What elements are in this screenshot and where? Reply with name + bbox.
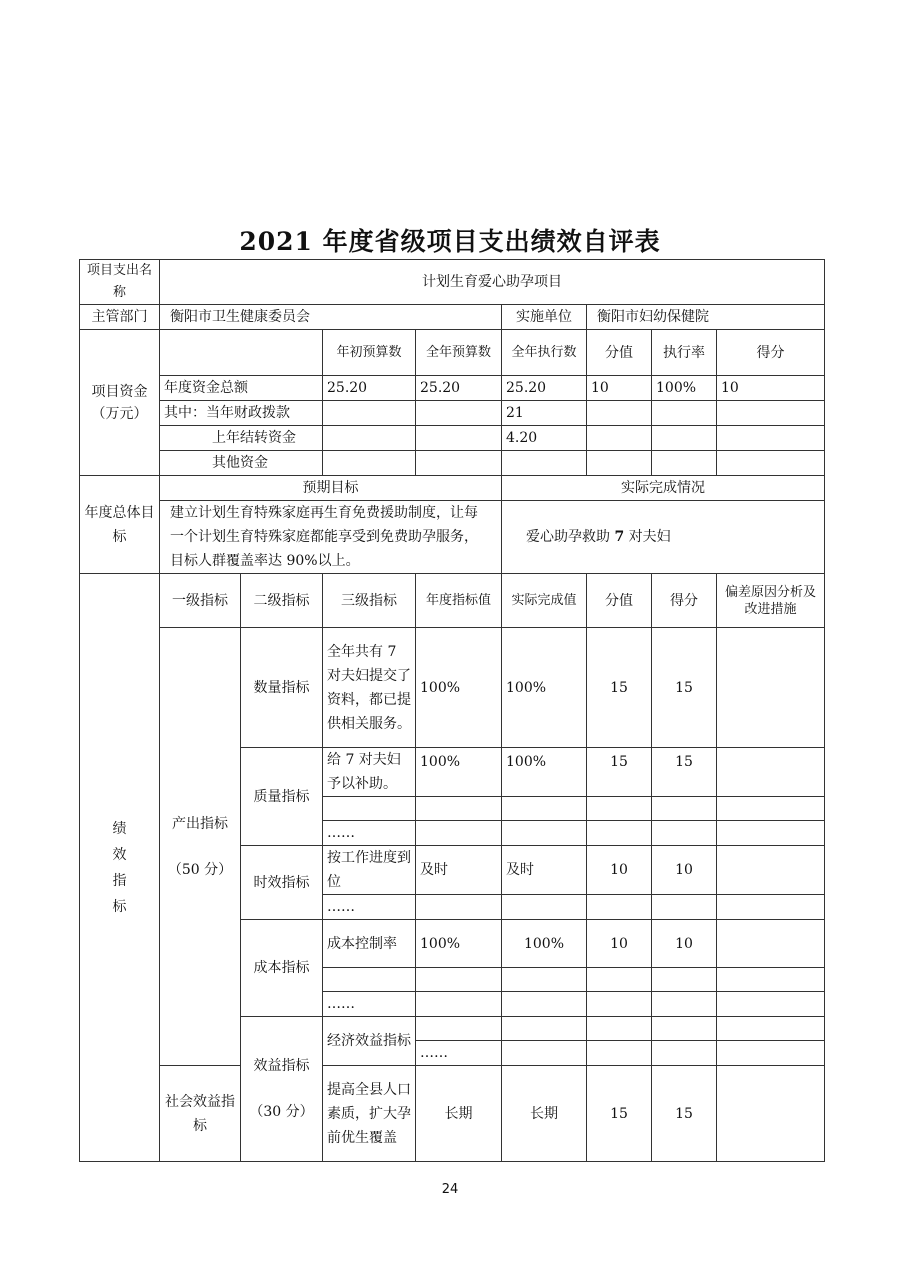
funds-annual: 25.20 [416,376,502,401]
funds-rate [652,401,717,426]
funds-header-initial: 年初预算数 [323,330,416,376]
social-actual: 长期 [502,1066,587,1162]
level2-cost: 成本指标 [241,920,323,1017]
funds-score [717,401,825,426]
level2-social: 社会效益指标 [160,1066,241,1162]
funds-score [717,451,825,476]
social-target: 长期 [416,1066,502,1162]
funds-header-executed: 全年执行数 [502,330,587,376]
actual-goal-header: 实际完成情况 [502,476,825,501]
timeliness-target: 及时 [416,846,502,895]
funds-score-value [587,401,652,426]
funds-row-label: 年度资金总额 [160,376,323,401]
quantity-score: 15 [652,628,717,748]
page-title: 2021 年度省级项目支出绩效自评表 [239,227,661,256]
funds-score: 10 [717,376,825,401]
funds-row-label: 其他资金 [160,451,323,476]
expected-goal-header: 预期目标 [160,476,502,501]
project-name-label: 项目支出名称 [80,260,160,305]
level3-quality: 给 7 对夫妇予以补助。 [323,748,416,797]
funds-rate [652,451,717,476]
page-number: 24 [441,1182,459,1197]
level2-quality: 质量指标 [241,748,323,846]
level2-economic: 经济效益指标 [323,1017,416,1066]
dept-value: 衡阳市卫生健康委员会 [160,305,502,330]
social-deviation [717,1066,825,1162]
funds-header-blank [160,330,323,376]
dept-label: 主管部门 [80,305,160,330]
perf-label: 绩效指标 [80,574,160,1162]
funds-initial [323,451,416,476]
level3-timeliness: 按工作进度到位 [323,846,416,895]
timeliness-deviation [717,846,825,895]
expected-goal-text: 建立计划生育特殊家庭再生育免费援助制度，让每一个计划生育特殊家庭都能享受到免费助孕服务，目标人群覆盖率达 90%以上。 [160,501,502,574]
self-evaluation-table [79,259,825,1162]
level3-social: 提高全县人口素质，扩大孕前优生覆盖 [323,1066,416,1162]
level2-quantity: 数量指标 [241,628,323,748]
economic-ellipsis: …… [416,1041,502,1066]
funds-score-value: 10 [587,376,652,401]
funds-annual [416,451,502,476]
funds-initial: 25.20 [323,376,416,401]
quality-ellipsis: …… [323,821,416,846]
level1-output [160,628,241,1066]
quality-deviation [717,748,825,797]
actual-goal-suffix: 对夫妇 [628,529,671,545]
quantity-target: 100% [416,628,502,748]
funds-score [717,426,825,451]
cost-ellipsis: …… [323,992,416,1017]
funds-header-score-value: 分值 [587,330,652,376]
funds-row-label: 其中：当年财政拨款 [160,401,323,426]
perf-header-target: 年度指标值 [416,574,502,628]
funds-rate [652,426,717,451]
perf-header-score-value: 分值 [587,574,652,628]
impl-unit-label: 实施单位 [502,305,587,330]
cost-actual: 100% [502,920,587,968]
cost-score-value: 10 [587,920,652,968]
cost-target: 100% [416,920,502,968]
funds-executed [502,451,587,476]
quality-score: 15 [652,748,717,797]
social-score-value: 15 [587,1066,652,1162]
perf-header-deviation: 偏差原因分析及改进措施 [717,574,825,628]
cost-score: 10 [652,920,717,968]
funds-row-label: 上年结转资金 [160,426,323,451]
perf-header-actual: 实际完成值 [502,574,587,628]
funds-initial [323,401,416,426]
funds-annual [416,401,502,426]
level1-benefit-label: 效益指标 [253,1058,310,1074]
funds-label: 项目资金（万元） [80,330,160,476]
level2-timeliness: 时效指标 [241,846,323,920]
funds-executed: 4.20 [502,426,587,451]
quantity-deviation [717,628,825,748]
quality-score-value: 15 [587,748,652,797]
funds-initial [323,426,416,451]
timeliness-score-value: 10 [587,846,652,895]
impl-unit-value: 衡阳市妇幼保健院 [587,305,825,330]
funds-header-annual: 全年预算数 [416,330,502,376]
quality-target: 100% [416,748,502,797]
funds-score-value [587,426,652,451]
funds-header-score: 得分 [717,330,825,376]
cost-deviation [717,920,825,968]
level1-benefit [241,1017,323,1162]
funds-annual [416,426,502,451]
funds-score-value [587,451,652,476]
timeliness-actual: 及时 [502,846,587,895]
project-name-value: 计划生育爱心助孕项目 [160,260,825,305]
level1-benefit-score: （30 分） [249,1104,314,1120]
funds-header-rate: 执行率 [652,330,717,376]
level3-quantity: 全年共有 7 对夫妇提交了资料，都已提供相关服务。 [323,628,416,748]
perf-header-score: 得分 [652,574,717,628]
funds-executed: 25.20 [502,376,587,401]
funds-rate: 100% [652,376,717,401]
quantity-actual: 100% [502,628,587,748]
quantity-score-value: 15 [587,628,652,748]
perf-header-level3: 三级指标 [323,574,416,628]
actual-goal-prefix: 爱心助孕救助 [526,529,610,545]
timeliness-score: 10 [652,846,717,895]
quality-actual: 100% [502,748,587,797]
perf-header-level1: 一级指标 [160,574,241,628]
annual-goal-label: 年度总体目标 [80,476,160,574]
level1-output-label: 产出指标 [172,815,228,832]
actual-goal-text [502,501,825,574]
perf-header-level2: 二级指标 [241,574,323,628]
social-score: 15 [652,1066,717,1162]
timeliness-ellipsis: …… [323,895,416,920]
actual-goal-number: 7 [614,529,625,545]
level3-cost: 成本控制率 [323,920,416,968]
funds-executed: 21 [502,401,587,426]
level1-output-score: （50 分） [167,861,233,878]
